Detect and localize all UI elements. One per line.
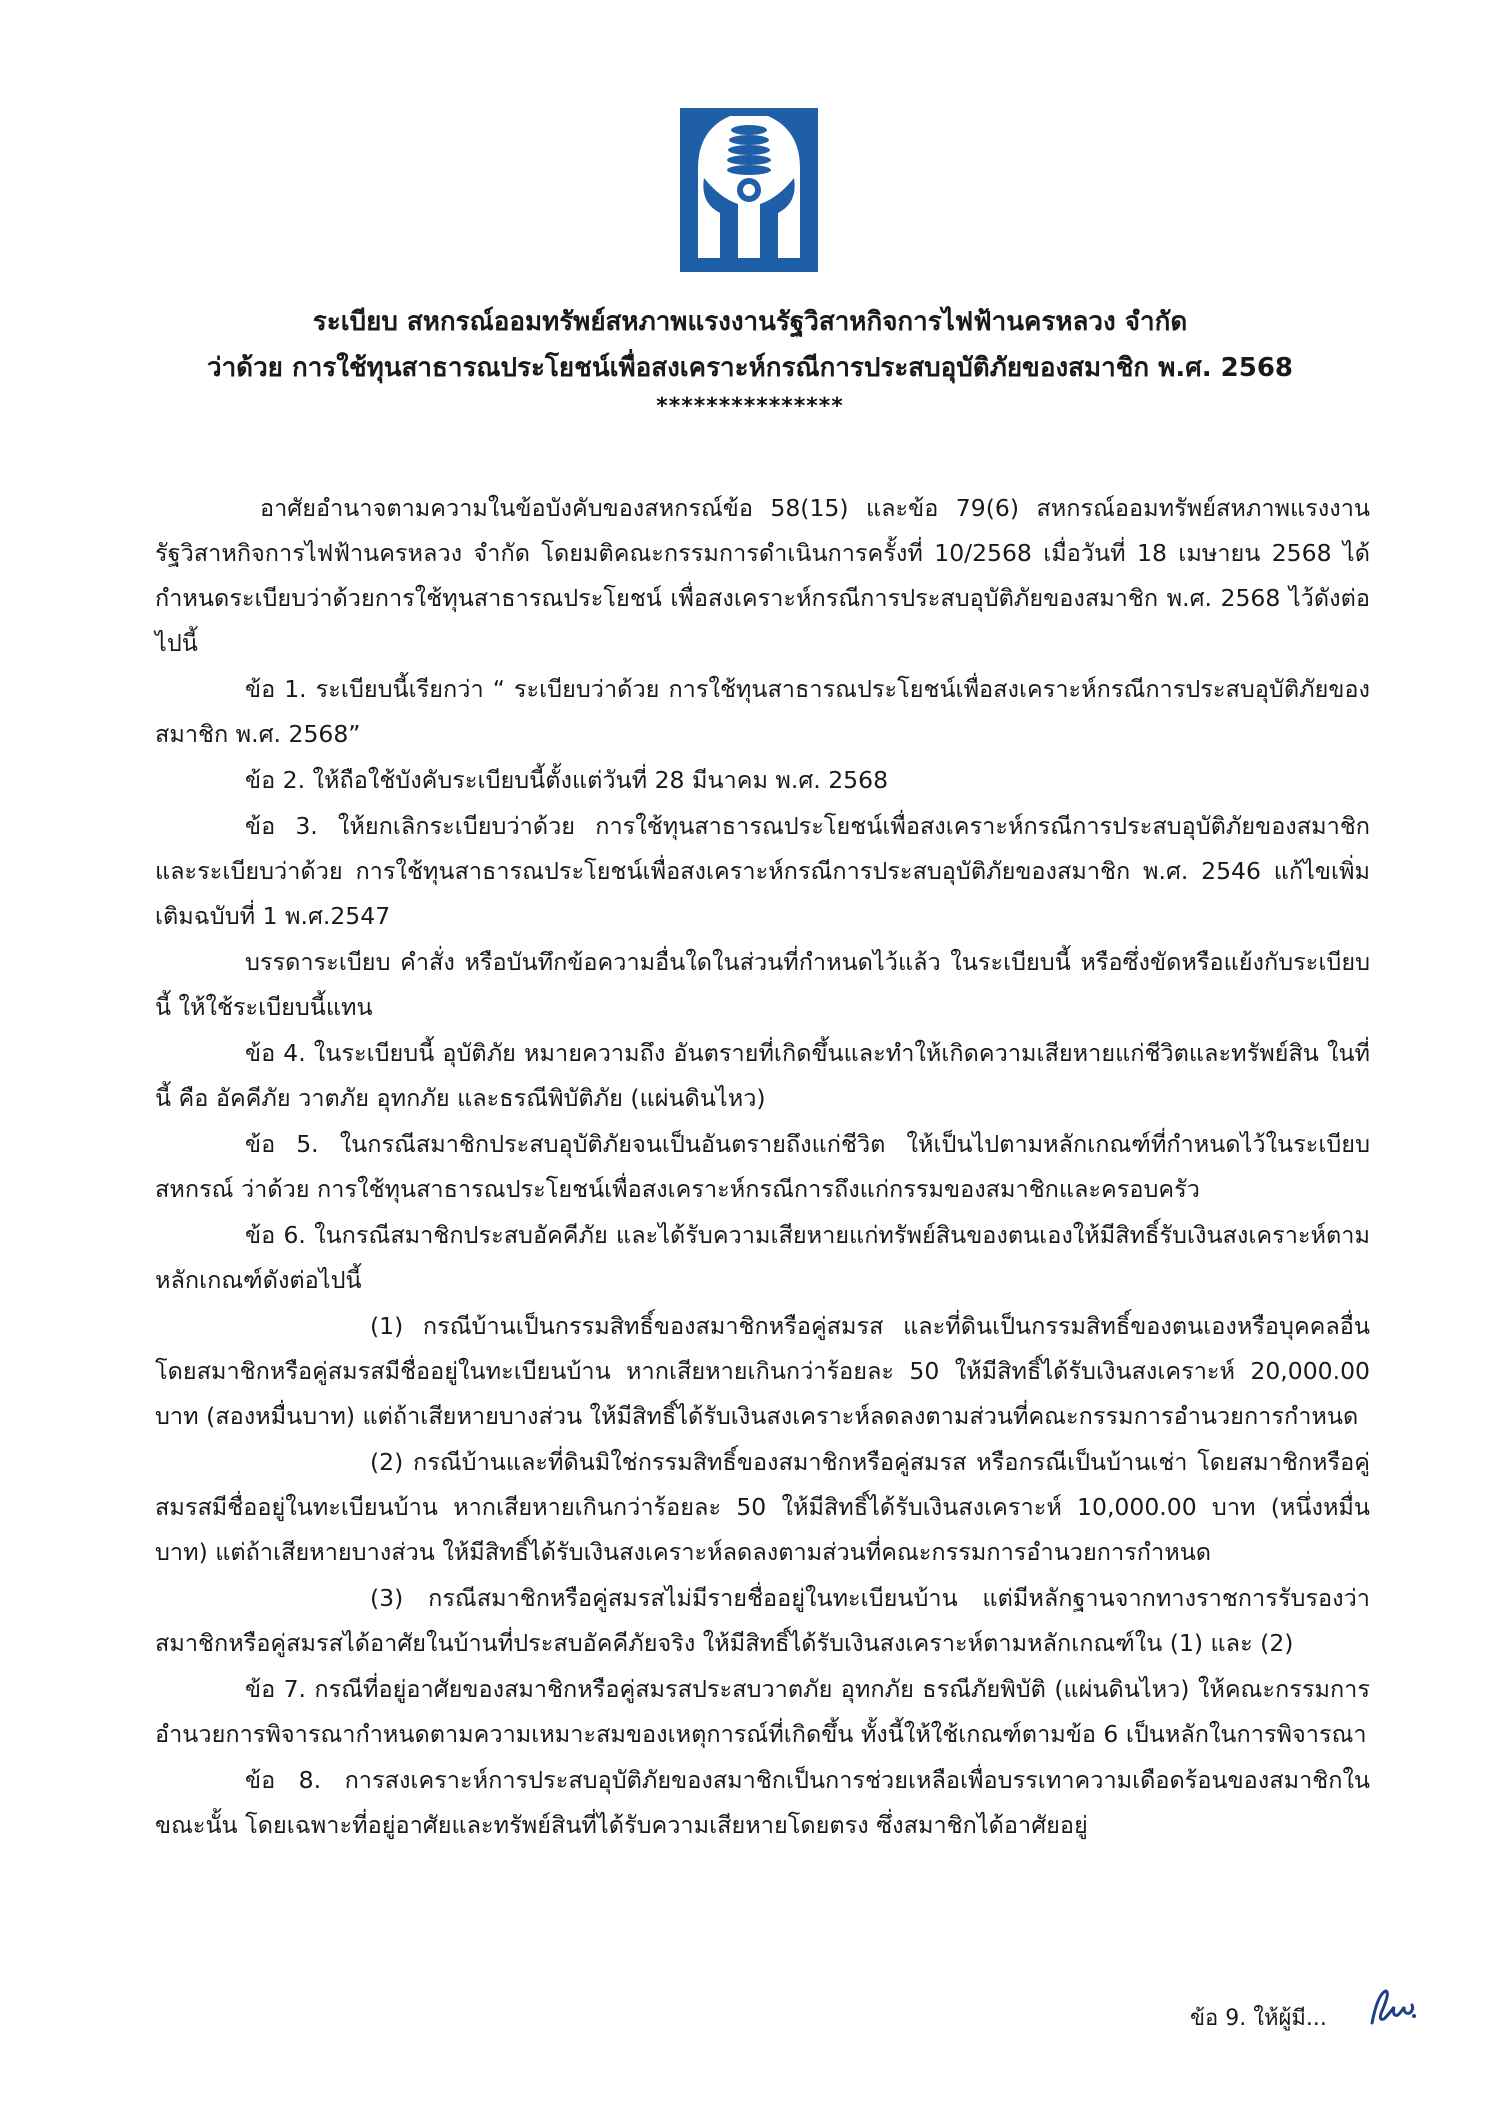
cooperative-logo-icon <box>680 108 818 272</box>
title-separator: *************** <box>656 394 844 419</box>
paragraph-clause-6-1: (1) กรณีบ้านเป็นกรรมสิทธิ์ของสมาชิกหรือคู่สมรส และที่ดินเป็นกรรมสิทธิ์ของตนเองหรือบุคคลอื่น โดยสมาชิกหรือคู่สมรสมีชื่ออยู่ในทะเบียนบ้าน หากเสียหายเกินกว่าร้อยละ 50 ให้มีสิทธิ์ได้รับเงินสงเคราะห์ 20,000.00 บาท (สองหมื่นบาท) แต่ถ้าเสียหายบางส่วน ให้มีสิทธิ์ได้รับเงินสงเคราะห์ลดลงตามส่วนที่คณะกรรมการอำนวยการกำหนด <box>155 1312 1370 1430</box>
title-line-2: ว่าด้วย การใช้ทุนสาธารณประโยชน์เพื่อสงเคราะห์กรณีการประสบอุบัติภัยของสมาชิก พ.ศ. 2568 <box>206 353 1294 383</box>
paragraph-clause-6: ข้อ 6. ในกรณีสมาชิกประสบอัคคีภัย และได้รับความเสียหายแก่ทรัพย์สินของตนเองให้มีสิทธิ์รับเงินสงเคราะห์ตามหลักเกณฑ์ดังต่อไปนี้ <box>155 1221 1370 1294</box>
document-body <box>155 486 1370 1849</box>
paragraph-clause-3: ข้อ 3. ให้ยกเลิกระเบียบว่าด้วย การใช้ทุนสาธารณประโยชน์เพื่อสงเคราะห์กรณีการประสบอุบัติภัยของสมาชิก และระเบียบว่าด้วย การใช้ทุนสาธารณประโยชน์เพื่อสงเคราะห์กรณีการประสบอุบัติภัยของสมาชิก พ.ศ. 2546 แก้ไขเพิ่มเติมฉบับที่ 1 พ.ศ.2547 <box>155 812 1370 930</box>
paragraph-clause-1: ข้อ 1. ระเบียบนี้เรียกว่า “ ระเบียบว่าด้วย การใช้ทุนสาธารณประโยชน์เพื่อสงเคราะห์กรณีการประสบอุบัติภัยของสมาชิก พ.ศ. 2568” <box>155 675 1370 748</box>
paragraph-preamble: อาศัยอำนาจตามความในข้อบังคับของสหกรณ์ข้อ 58(15) และข้อ 79(6) สหกรณ์ออมทรัพย์สหภาพแรงงานรัฐวิสาหกิจการไฟฟ้านครหลวง จำกัด โดยมติคณะกรรมการดำเนินการครั้งที่ 10/2568 เมื่อวันที่ 18 เมษายน 2568 ได้กำหนดระเบียบว่าด้วยการใช้ทุนสาธารณประโยชน์ เพื่อสงเคราะห์กรณีการประสบอุบัติภัยของสมาชิก พ.ศ. 2568 ไว้ดังต่อไปนี้ <box>155 494 1370 657</box>
paragraph-clause-8: ข้อ 8. การสงเคราะห์การประสบอุบัติภัยของสมาชิกเป็นการช่วยเหลือเพื่อบรรเทาความเดือดร้อนของสมาชิกในขณะนั้น โดยเฉพาะที่อยู่อาศัยและทรัพย์สินที่ได้รับความเสียหายโดยตรง ซึ่งสมาชิกได้อาศัยอยู่ <box>155 1766 1370 1839</box>
title-line-1: ระเบียบ สหกรณ์ออมทรัพย์สหภาพแรงงานรัฐวิสาหกิจการไฟฟ้านครหลวง จำกัด <box>312 307 1188 337</box>
page-continuation: ข้อ 9. ให้ผู้มี... <box>1190 2006 1327 2031</box>
paragraph-clause-6-3: (3) กรณีสมาชิกหรือคู่สมรสไม่มีรายชื่ออยู่ในทะเบียนบ้าน แต่มีหลักฐานจากทางราชการรับรองว่าสมาชิกหรือคู่สมรสได้อาศัยในบ้านที่ประสบอัคคีภัยจริง ให้มีสิทธิ์ได้รับเงินสงเคราะห์ตามหลักเกณฑ์ใน (1) และ (2) <box>155 1584 1370 1657</box>
paragraph-clause-5: ข้อ 5. ในกรณีสมาชิกประสบอุบัติภัยจนเป็นอันตรายถึงแก่ชีวิต ให้เป็นไปตามหลักเกณฑ์ที่กำหนดไว้ในระเบียบสหกรณ์ ว่าด้วย การใช้ทุนสาธารณประโยชน์เพื่อสงเคราะห์กรณีการถึงแก่กรรมของสมาชิกและครอบครัว <box>155 1130 1370 1203</box>
paragraph-clause-6-2: (2) กรณีบ้านและที่ดินมิใช่กรรมสิทธิ์ของสมาชิกหรือคู่สมรส หรือกรณีเป็นบ้านเช่า โดยสมาชิกหรือคู่สมรสมีชื่ออยู่ในทะเบียนบ้าน หากเสียหายเกินกว่าร้อยละ 50 ให้มีสิทธิ์ได้รับเงินสงเคราะห์ 10,000.00 บาท (หนึ่งหมื่นบาท) แต่ถ้าเสียหายบางส่วน ให้มีสิทธิ์ได้รับเงินสงเคราะห์ลดลงตามส่วนที่คณะกรรมการอำนวยการกำหนด <box>155 1448 1370 1566</box>
signature-initials-icon <box>1368 1985 1418 2031</box>
paragraph-clause-4: ข้อ 4. ในระเบียบนี้ อุบัติภัย หมายความถึง อันตรายที่เกิดขึ้นและทำให้เกิดความเสียหายแก่ชีวิตและทรัพย์สิน ในที่นี้ คือ อัคคีภัย วาตภัย อุทกภัย และธรณีพิบัติภัย (แผ่นดินไหว) <box>155 1039 1370 1112</box>
paragraph-clause-3-cont: บรรดาระเบียบ คำสั่ง หรือบันทึกข้อความอื่นใดในส่วนที่กำหนดไว้แล้ว ในระเบียบนี้ หรือซึ่งขัดหรือแย้งกับระเบียบนี้ ให้ใช้ระเบียบนี้แทน <box>155 948 1370 1021</box>
paragraph-clause-2: ข้อ 2. ให้ถือใช้บังคับระเบียบนี้ตั้งแต่วันที่ 28 มีนาคม พ.ศ. 2568 <box>245 766 889 794</box>
paragraph-clause-7: ข้อ 7. กรณีที่อยู่อาศัยของสมาชิกหรือคู่สมรสประสบวาตภัย อุทกภัย ธรณีภัยพิบัติ (แผ่นดินไหว) ให้คณะกรรมการอำนวยการพิจารณากำหนดตามความเหมาะสมของเหตุการณ์ที่เกิดขึ้น ทั้งนี้ให้ใช้เกณฑ์ตามข้อ 6 เป็นหลักในการพิจารณา <box>155 1675 1370 1748</box>
